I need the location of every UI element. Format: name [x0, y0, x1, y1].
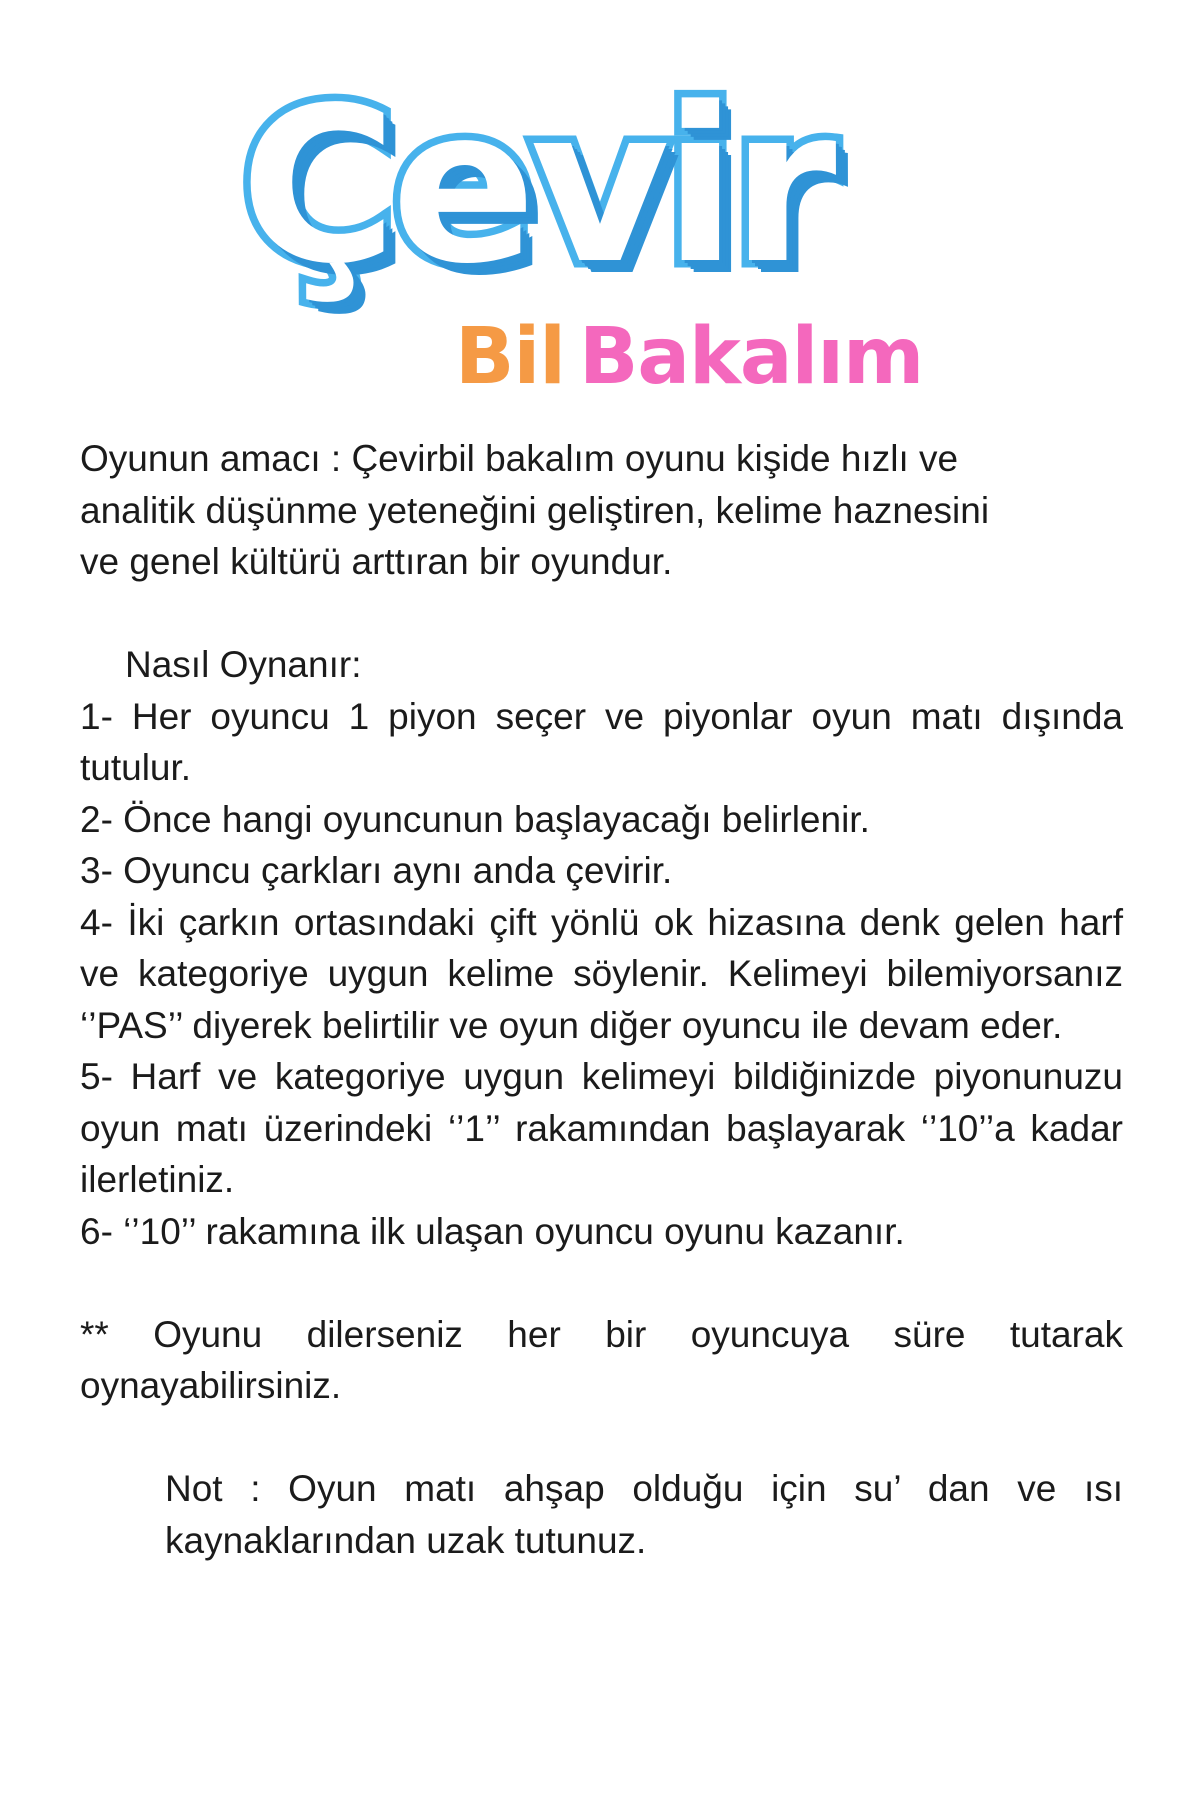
spacer — [80, 588, 1123, 640]
purpose-line-1: Oyunun amacı : Çevirbil bakalım oyunu kişide hızlı ve — [80, 438, 959, 479]
step-3: 3- Oyuncu çarkları aynı anda çevirir. — [80, 850, 673, 891]
purpose-line-3: ve genel kültürü arttıran bir oyundur. — [80, 541, 673, 582]
purpose-line-2: analitik düşünme yeteneğini geliştiren, kelime haznesini — [80, 489, 990, 531]
tip-text: ** Oyunu dilerseniz her bir oyuncuya süre tutarak oynayabilirsiniz. — [80, 1313, 1123, 1406]
logo-subtitle-bakalim: Bakalım — [578, 312, 924, 402]
spacer — [80, 1412, 1123, 1464]
game-logo — [240, 62, 924, 410]
step-4: 4- İki çarkın ortasındaki çift yönlü ok hizasına denk gelen harf ve kategoriye uygun kelime söylenir. Kelimeyi bilemiyorsanız ‘’PAS’’ diyerek belirtilir ve oyun diğer oyuncu ile devam eder. — [80, 901, 1123, 1046]
logo-subtitle-bil: Bil — [455, 312, 565, 402]
instructions-body — [80, 433, 1123, 1566]
logo-title: Çevir — [240, 62, 831, 311]
logo-subtitle — [455, 312, 924, 402]
spacer — [80, 1257, 1123, 1309]
step-1: 1- Her oyuncu 1 piyon seçer ve piyonlar oyun matı dışında tutulur. — [80, 695, 1123, 788]
how-to-play-heading: Nasıl Oynanır: — [125, 644, 362, 685]
note-text: Not : Oyun matı ahşap olduğu için su’ dan ve ısı kaynaklarından uzak tutunuz. — [165, 1468, 1123, 1561]
step-6: 6- ‘’10’’ rakamına ilk ulaşan oyuncu oyunu kazanır. — [80, 1210, 905, 1252]
step-5: 5- Harf ve kategoriye uygun kelimeyi bildiğinizde piyonunuzu oyun matı üzerindeki ‘’1’’ rakamından başlayarak ‘’10’’a kadar ilerletiniz. — [80, 1056, 1123, 1200]
step-2: 2- Önce hangi oyuncunun başlayacağı belirlenir. — [80, 798, 870, 840]
